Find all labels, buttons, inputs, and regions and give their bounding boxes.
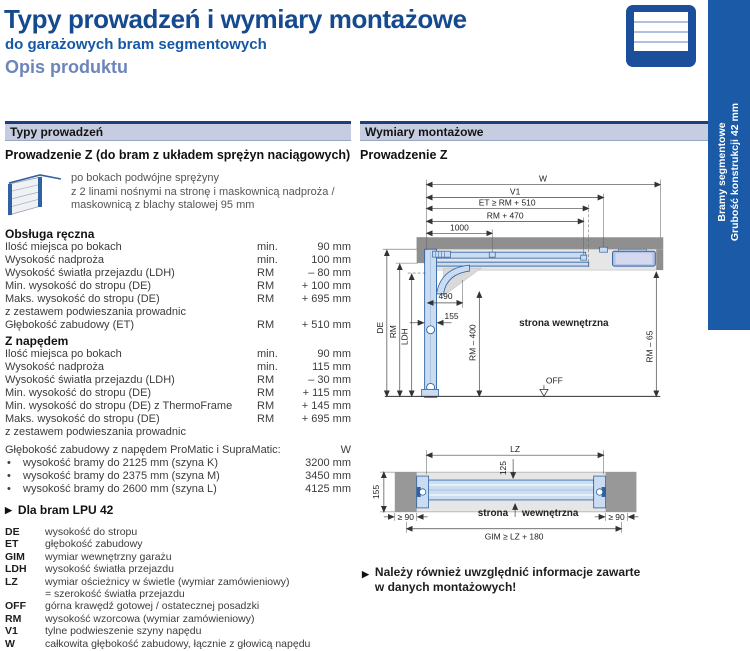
- spec-label: Maks. wysokość do stropu (DE): [5, 293, 160, 305]
- table-row: [5, 348, 351, 361]
- roller: [427, 326, 435, 334]
- depth-value: 3450 mm: [305, 470, 351, 482]
- opener-head: [613, 249, 656, 266]
- powered-heading: Z napędem: [5, 334, 69, 348]
- abbr-key: V1: [5, 625, 18, 638]
- side-tab-text: [716, 12, 742, 332]
- spec-qualifier: RM: [257, 400, 275, 412]
- feature-row: [5, 170, 351, 218]
- page-title: Typy prowadzeń i wymiary montażowe: [4, 4, 467, 34]
- svg-text:RM + 470: RM + 470: [486, 210, 524, 221]
- list-item: [5, 551, 351, 563]
- table-row: [5, 280, 351, 293]
- left-column: [5, 121, 351, 650]
- spec-value: 90 mm: [317, 348, 351, 360]
- abbr-key: W: [5, 637, 15, 650]
- svg-text:LZ: LZ: [510, 444, 521, 455]
- abbr-def: całkowita głębokość zabudowy, łącznie z głowicą napędu: [45, 637, 311, 650]
- depth-value: 3200 mm: [305, 457, 351, 469]
- side-tab-line1: Bramy segmentowe: [716, 122, 728, 222]
- spec-value: – 30 mm: [308, 374, 351, 386]
- spec-label: z zestawem podwieszania prowadnic: [5, 306, 186, 318]
- spec-label: Wysokość światła przejazdu (LDH): [5, 374, 175, 386]
- dim-ldh: [400, 273, 426, 396]
- spec-label: Min. wysokość do stropu (DE): [5, 280, 152, 292]
- abbr-key: OFF: [5, 600, 26, 613]
- spec-qualifier: RM: [257, 413, 275, 425]
- dim-ge90-right: [595, 512, 639, 522]
- drive-depth-block: [5, 444, 351, 496]
- spec-label: Wysokość nadproża: [5, 254, 104, 266]
- spec-qualifier: min.: [257, 348, 278, 360]
- abbr-key: GIM: [5, 550, 25, 563]
- list-item: [5, 526, 351, 538]
- spec-value: + 115 mm: [302, 387, 351, 399]
- dim-rm400: [467, 292, 479, 396]
- spec-value: + 510 mm: [301, 319, 351, 331]
- spec-qualifier: [257, 426, 293, 439]
- list-item: [5, 538, 351, 550]
- floor-bracket: [422, 389, 439, 396]
- spec-value: 115 mm: [312, 361, 351, 373]
- list-item: [5, 625, 351, 637]
- table-row: [5, 361, 351, 374]
- feature-line: maskownicą z blachy stalowej 95 mm: [71, 199, 255, 211]
- spec-value: [293, 426, 351, 439]
- abbr-key: DE: [5, 526, 20, 538]
- spec-value: 100 mm: [311, 254, 351, 266]
- svg-text:strona: strona: [477, 507, 509, 519]
- abbr-def: górna krawędź gotowej / ostatecznej posadzki: [45, 600, 260, 613]
- spec-label: Maks. wysokość do stropu (DE): [5, 413, 160, 425]
- svg-text:DE: DE: [374, 321, 385, 334]
- dim-lz: [427, 444, 604, 474]
- plan-view-drawing: [360, 432, 708, 547]
- roller: [596, 489, 602, 495]
- page-subtitle: do garażowych bram segmentowych: [5, 36, 267, 53]
- svg-text:RM – 65: RM – 65: [644, 330, 655, 363]
- roller: [419, 489, 425, 495]
- note-line: Należy również uwzględnić informacje zawarte: [374, 565, 641, 579]
- table-row: [5, 400, 351, 413]
- svg-text:155: 155: [370, 484, 381, 500]
- spec-qualifier: RM: [257, 293, 275, 305]
- spec-label: Wysokość nadproża: [5, 361, 104, 373]
- svg-text:155: 155: [444, 310, 459, 321]
- spec-label: Ilość miejsca po bokach: [5, 241, 122, 253]
- dim-gim: [407, 522, 622, 542]
- abbreviation-list: [5, 526, 351, 650]
- rail-anchor: [489, 252, 495, 257]
- dim-155-plan: [371, 472, 384, 512]
- dim-ge90-left: [384, 512, 428, 522]
- abbr-key: ET: [5, 538, 19, 551]
- abbr-def: wysokość do stropu: [45, 526, 138, 538]
- svg-text:1000: 1000: [450, 222, 469, 233]
- side-tab: [708, 0, 750, 330]
- list-item: [5, 563, 351, 575]
- spec-value: 90 mm: [317, 241, 351, 253]
- spec-label: Ilość miejsca po bokach: [5, 348, 122, 360]
- spec-value: – 80 mm: [308, 267, 351, 279]
- mounting-z-title: Prowadzenie Z: [360, 148, 448, 162]
- drive-depth-intro-value: W: [340, 444, 351, 456]
- spec-label: Wysokość światła przejazdu (LDH): [5, 267, 175, 279]
- svg-text:LDH: LDH: [399, 328, 410, 346]
- depth-label: wysokość bramy do 2375 mm (szyna M): [23, 470, 220, 482]
- note-line: w danych montażowych!: [374, 580, 517, 594]
- svg-text:RM: RM: [387, 325, 398, 339]
- abbr-def: wysokość wzorcowa (wymiar zamówieniowy): [45, 612, 255, 625]
- list-item: [5, 600, 351, 612]
- svg-text:wewnętrzna: wewnętrzna: [522, 507, 579, 519]
- table-row: [5, 306, 351, 319]
- section-label: Opis produktu: [5, 57, 128, 77]
- list-item: [5, 457, 351, 470]
- v1-hanger: [600, 247, 608, 252]
- spec-qualifier: RM: [257, 374, 275, 386]
- bullet: •: [7, 470, 11, 482]
- list-item: [5, 613, 351, 625]
- spec-label: z zestawem podwieszania prowadnic: [5, 426, 186, 438]
- abbr-def: wymiar wewnętrzny garażu: [45, 550, 172, 563]
- svg-text:GIM ≥ LZ + 180: GIM ≥ LZ + 180: [484, 531, 544, 542]
- spec-qualifier: RM: [257, 319, 275, 331]
- drive-depth-intro-label: Głębokość zabudowy z napędem ProMatic i SupraMatic:: [5, 444, 281, 456]
- feature-line: po bokach podwójne sprężyny: [71, 172, 219, 184]
- powered-table: [5, 348, 351, 439]
- feature-description: [71, 170, 335, 218]
- abbr-key: RM: [5, 612, 22, 625]
- mounting-note-text: [375, 565, 640, 595]
- spec-qualifier: min.: [257, 361, 278, 373]
- list-item: [5, 470, 351, 483]
- spec-label: Min. wysokość do stropu (DE): [5, 387, 152, 399]
- wall-left: [395, 472, 417, 512]
- abbr-key: [5, 588, 45, 600]
- svg-text:W: W: [538, 173, 547, 184]
- triangle-bullet-icon: ▶: [362, 569, 369, 579]
- abbr-key: LDH: [5, 563, 27, 576]
- spec-qualifier: RM: [257, 387, 275, 399]
- svg-text:OFF: OFF: [545, 375, 563, 386]
- spec-qualifier: RM: [257, 267, 275, 279]
- manual-heading: Obsługa ręczna: [5, 227, 95, 241]
- right-column: [360, 121, 708, 594]
- abbr-def: tylne podwieszenie szyny napędu: [45, 625, 202, 638]
- mounting-note: [362, 565, 640, 595]
- section-header-track-types: Typy prowadzeń: [5, 121, 351, 141]
- depth-label: wysokość bramy do 2600 mm (szyna L): [23, 483, 217, 495]
- spec-qualifier: [257, 306, 293, 319]
- svg-text:≥ 90: ≥ 90: [397, 511, 414, 522]
- table-row: [5, 387, 351, 400]
- table-row: [5, 254, 351, 267]
- list-item: [5, 576, 351, 588]
- list-item: [5, 588, 351, 600]
- table-row: [5, 267, 351, 280]
- depth-label: wysokość bramy do 2125 mm (szyna K): [23, 457, 219, 469]
- spring-track-icon: [5, 170, 63, 218]
- svg-text:RM – 400: RM – 400: [467, 324, 478, 361]
- dim-rm65: [644, 272, 656, 396]
- depth-value: 4125 mm: [305, 483, 351, 495]
- table-row: [5, 374, 351, 387]
- spec-value: + 100 mm: [301, 280, 351, 292]
- wall-right: [606, 472, 637, 512]
- spec-qualifier: RM: [257, 280, 275, 292]
- sectional-door-icon: [625, 4, 697, 73]
- list-item: [5, 483, 351, 496]
- inner-side-label: strona wewnętrzna: [519, 317, 609, 329]
- side-tab-line2: Grubość konstrukcji 42 mm: [729, 102, 741, 241]
- section-header-mounting-dims: Wymiary montażowe: [360, 121, 708, 141]
- triangle-bullet-icon: ▶: [5, 504, 12, 515]
- spec-value: + 695 mm: [301, 293, 351, 305]
- table-row: [5, 426, 351, 439]
- svg-text:ET ≥ RM + 510: ET ≥ RM + 510: [478, 197, 536, 208]
- rail-anchor: [581, 255, 587, 260]
- table-row: [5, 319, 351, 332]
- off-marker: [540, 375, 563, 396]
- spec-label: Głębokość zabudowy (ET): [5, 319, 134, 331]
- svg-text:V1: V1: [509, 186, 521, 197]
- spec-label: Min. wysokość do stropu (DE) z ThermoFrame: [5, 400, 233, 412]
- table-row: [5, 413, 351, 426]
- abbr-def: wymiar ościeżnicy w świetle (wymiar zamówieniowy): [45, 575, 290, 588]
- svg-text:490: 490: [438, 290, 453, 301]
- spec-value: + 145 mm: [301, 400, 351, 412]
- spec-value: [293, 306, 351, 319]
- spec-qualifier: min.: [257, 254, 278, 266]
- track-z-title: Prowadzenie Z (do bram z układem sprężyn naciągowych): [5, 148, 351, 162]
- bullet: •: [7, 457, 11, 469]
- abbr-def: głębokość zabudowy: [45, 538, 143, 551]
- table-row: [5, 241, 351, 254]
- manual-table: [5, 241, 351, 332]
- spec-qualifier: min.: [257, 241, 278, 253]
- spec-value: + 695 mm: [301, 413, 351, 425]
- lpu-note-text: Dla bram LPU 42: [17, 503, 114, 517]
- svg-text:≥ 90: ≥ 90: [608, 511, 625, 522]
- lpu-note: [5, 503, 351, 517]
- list-item: [5, 638, 351, 650]
- feature-line: z 2 linami nośnymi na stronę i maskownicą nadproża /: [71, 185, 335, 198]
- abbr-def: wysokość światła przejazdu: [45, 563, 174, 576]
- table-row: [5, 293, 351, 306]
- abbr-def-cont: = szerokość światła przejazdu: [45, 588, 185, 601]
- svg-text:125: 125: [498, 461, 509, 476]
- side-view-drawing: [360, 160, 708, 410]
- drive-depth-intro: [5, 444, 351, 457]
- bullet: •: [7, 483, 11, 495]
- abbr-key: LZ: [5, 575, 18, 588]
